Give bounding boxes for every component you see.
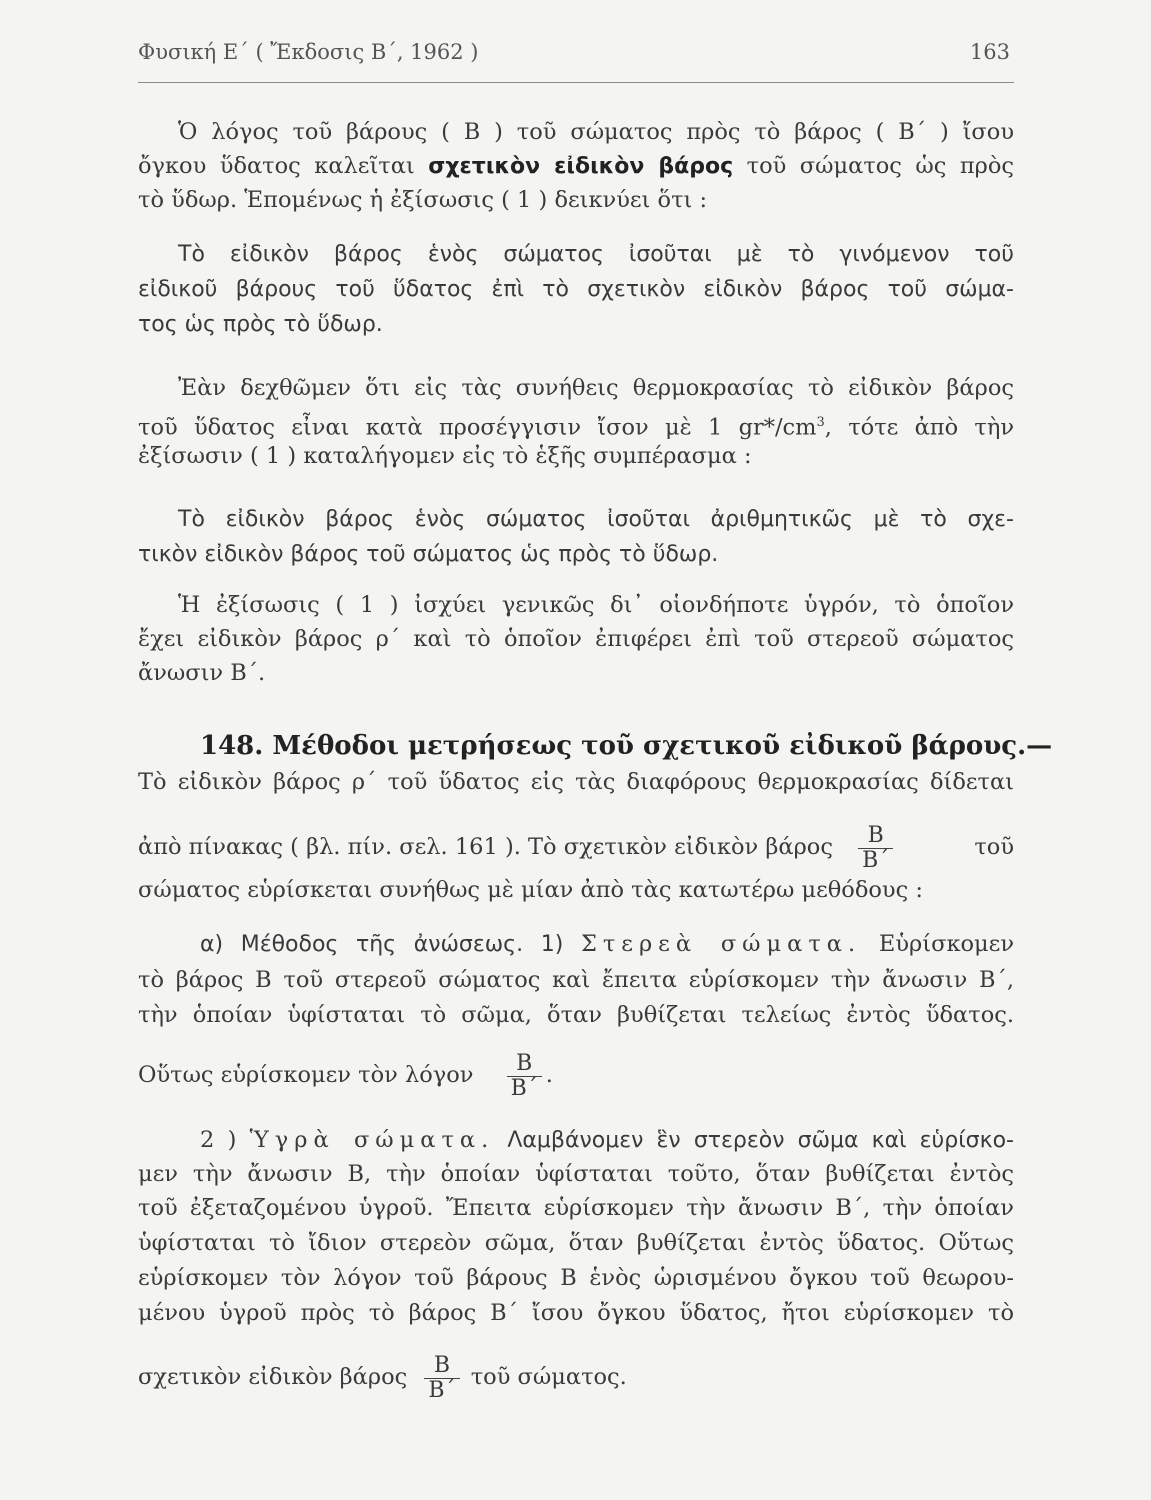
- fraction-numerator: Β: [867, 822, 884, 848]
- method-2-text: σχετικὸν εἰδικὸν βάρος: [138, 1364, 408, 1390]
- fraction-numerator: Β: [433, 1352, 451, 1378]
- rule2-line2: τικὸν εἰδικὸν βάρος τοῦ σώματος ὡς πρὸς τὸ ὕδωρ.: [138, 542, 719, 567]
- rule1-line1: Τὸ εἰδικὸν βάρος ἑνὸς σώματος ἰσοῦται μὲ τὸ γινόμενον τοῦ: [178, 242, 1014, 267]
- para2-line3: ἐξίσωσιν ( 1 ) καταλήγομεν εἰς τὸ ἑξῆς συμπέρασμα :: [138, 443, 752, 469]
- para1-line1: Ὁ λόγος τοῦ βάρους ( Β ) τοῦ σώματος πρὸς τὸ βάρος ( Β΄ ) ἴσου: [178, 119, 1014, 145]
- fraction-b-over-b-prime: [507, 1052, 542, 1101]
- rule1-line3: τος ὡς πρὸς τὸ ὕδωρ.: [138, 312, 383, 337]
- method-2-number: 2 ): [200, 1127, 250, 1153]
- section-heading: 148. Μέθοδοι μετρήσεως τοῦ σχετικοῦ εἰδικοῦ βάρους.—: [200, 731, 1053, 761]
- method-a-ratio-text: Οὕτως εὑρίσκομεν τὸν λόγον: [138, 1062, 474, 1088]
- method-2-line7: [138, 1342, 1014, 1412]
- method-2-line1: [138, 1124, 1014, 1157]
- method-2-text: Λαμβάνομεν ἓν στερεὸν σῶμα καὶ εὑρίσκο-: [494, 1128, 1014, 1153]
- fraction-b-over-b-prime: [424, 1354, 459, 1403]
- fraction-denominator: Β΄: [507, 1076, 542, 1101]
- para1-line3: τὸ ὕδωρ. Ἑπομένως ἡ ἐξίσωσις ( 1 ) δεικνύει ὅτι :: [138, 187, 708, 213]
- method-a-line2: τὸ βάρος Β τοῦ στερεοῦ σώματος καὶ ἔπειτα εὑρίσκομεν τὴν ἄνωσιν Β΄,: [138, 967, 1014, 993]
- term-relative-specific-weight: σχετικὸν εἰδικὸν βάρος: [428, 154, 734, 179]
- para3-line2: ἔχει εἰδικὸν βάρος ρ΄ καὶ τὸ ὁποῖον ἐπιφέρει ἐπὶ τοῦ στερεοῦ σώματος: [138, 626, 1014, 652]
- fraction-denominator: Β΄: [858, 848, 893, 873]
- running-title: Φυσική Ε΄ ( Ἔκδοσις Β΄, 1962 ): [138, 40, 479, 64]
- method-a-text: Εὑρίσκομεν: [861, 931, 1015, 957]
- method-a-title: α) Μέθοδος τῆς ἀνώσεως. 1): [200, 932, 581, 957]
- method-2-line2: μεν τὴν ἄνωσιν Β, τὴν ὁποίαν ὑφίσταται τοῦτο, ὅταν βυθίζεται ἐντὸς: [138, 1161, 1014, 1187]
- method-a-line4: Οὕτως εὑρίσκομεν τὸν λόγον $\frac{B}{B΄}$ .: [138, 1050, 553, 1101]
- fraction-b-over-b-prime: [858, 824, 893, 873]
- rule2-line1: Τὸ εἰδικὸν βάρος ἑνὸς σώματος ἰσοῦται ἀριθμητικῶς μὲ τὸ σχε-: [178, 507, 1014, 532]
- fraction-denominator: Β΄: [424, 1378, 459, 1403]
- solids-spaced: Στερεὰ σώματα.: [580, 931, 862, 957]
- method-2-line4: ὑφίσταται τὸ ἴδιον στερεὸν σῶμα, ὅταν βυθίζεται ἐντὸς ὕδατος. Οὕτως: [138, 1230, 1014, 1256]
- method-a-line1: [138, 928, 1014, 961]
- liquids-spaced: Ὑγρὰ σώματα.: [249, 1127, 495, 1153]
- unit-exponent: 3: [816, 415, 825, 430]
- para2-line2: [138, 406, 1014, 445]
- section-text-end: τοῦ: [974, 834, 1014, 860]
- para1-text: ὄγκου ὕδατος καλεῖται: [138, 153, 429, 179]
- para3-line1: Ἡ ἐξίσωσις ( 1 ) ἰσχύει γενικῶς δι᾽ οἱονδήποτε ὑγρόν, τὸ ὁποῖον: [178, 592, 1014, 618]
- section-text: ἀπὸ πίνακας ( βλ. πίν. σελ. 161 ). Τὸ σχετικὸν εἰδικὸν βάρος: [138, 834, 833, 860]
- method-2-line6: μένου ὑγροῦ πρὸς τὸ βάρος Β΄ ἴσου ὄγκου ὕδατος, ἤτοι εὑρίσκομεν τὸ: [138, 1300, 1014, 1326]
- para2-line1: Ἐὰν δεχθῶμεν ὅτι εἰς τὰς συνήθεις θερμοκρασίας τὸ εἰδικὸν βάρος: [178, 375, 1014, 401]
- section-line1: Τὸ εἰδικὸν βάρος ρ΄ τοῦ ὕδατος εἰς τὰς διαφόρους θερμοκρασίας δίδεται: [138, 769, 1014, 795]
- method-2-line3: τοῦ ἐξεταζομένου ὑγροῦ. Ἔπειτα εὑρίσκομεν τὴν ἄνωσιν Β΄, τὴν ὁποίαν: [138, 1195, 1014, 1221]
- method-2-text-end: τοῦ σώματος.: [470, 1364, 627, 1390]
- method-2-line5: εὑρίσκομεν τὸν λόγον τοῦ βάρους Β ἑνὸς ὡρισμένου ὄγκου τοῦ θεωρου-: [138, 1265, 1014, 1291]
- section-line3: σώματος εὑρίσκεται συνήθως μὲ μίαν ἀπὸ τὰς κατωτέρω μεθόδους :: [138, 877, 923, 903]
- para2-text-end: , τότε ἀπὸ τὴν: [824, 414, 1015, 441]
- para2-text: τοῦ ὕδατος εἶναι κατὰ προσέγγισιν ἴσον μὲ 1 gr*/cm: [138, 414, 817, 441]
- para1-text-end: τοῦ σώματος ὡς πρὸς: [733, 153, 1014, 179]
- page-number: 163: [969, 40, 1010, 64]
- method-a-line3: τὴν ὁποίαν ὑφίσταται τὸ σῶμα, ὅταν βυθίζεται τελείως ἐντὸς ὕδατος.: [138, 1002, 1014, 1028]
- section-line2: [138, 812, 1014, 882]
- para3-line3: ἄνωσιν Β΄.: [138, 660, 266, 686]
- para1-line2: [138, 150, 1014, 183]
- fraction-numerator: Β: [516, 1050, 533, 1076]
- rule1-line2: εἰδικοῦ βάρους τοῦ ὕδατος ἐπὶ τὸ σχετικὸν εἰδικὸν βάρος τοῦ σώμα-: [138, 277, 1014, 302]
- running-header: [138, 38, 1014, 83]
